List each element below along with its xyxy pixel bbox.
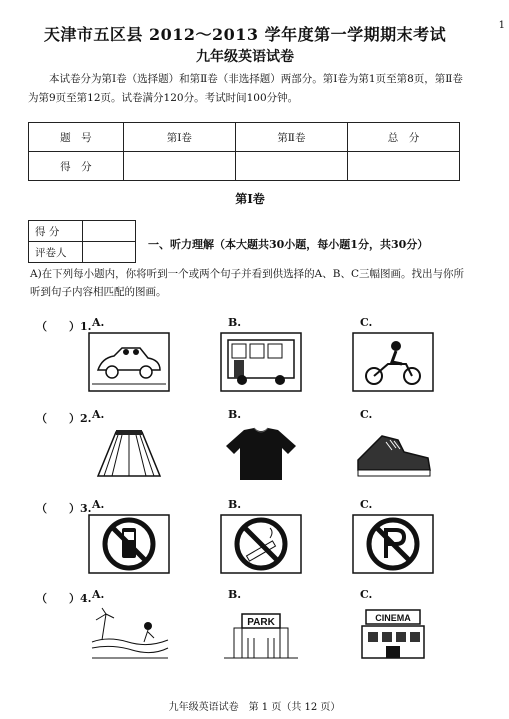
exam-subtitle: 九年级英语试卷: [196, 49, 294, 65]
grader-name-label: 评卷人: [29, 242, 83, 263]
intro-paragraph: 本试卷分为第Ⅰ卷（选择题）和第Ⅱ卷（非选择题）两部分。第Ⅰ卷为第1页至第8页，第Ⅱ卷为第9页至第12页。试卷满分120分。考试时间100分钟。: [28, 73, 463, 104]
beach-scene-icon: [88, 604, 170, 664]
score-header-question: 题 号: [29, 123, 124, 152]
no-phone-sign-icon: [88, 514, 170, 574]
score-header-total: 总 分: [347, 123, 459, 152]
option-label-b: B.: [228, 498, 242, 511]
section-title: 一、听力理解（本大题共30小题，每小题1分，共30分）: [148, 238, 429, 251]
option-label-c: C.: [360, 316, 373, 329]
no-smoking-sign-icon: [220, 514, 302, 574]
option-label-c: C.: [360, 498, 373, 511]
grader-score-cell: [82, 221, 136, 242]
question-number: （ ）1.: [36, 320, 92, 333]
skirt-icon: [88, 424, 170, 484]
score-header-part2: 第Ⅱ卷: [235, 123, 347, 152]
park-gate-icon: [220, 604, 302, 664]
option-label-b: B.: [228, 316, 242, 329]
score-cell-part2: [235, 152, 347, 181]
grader-table: [28, 220, 136, 263]
exam-title: 天津市五区县 2012～2013 学年度第一学期期末考试: [43, 25, 447, 44]
question-row-1: [30, 312, 470, 392]
cinema-sign-text: CINEMA: [375, 613, 411, 623]
motorcycle-rider-icon: [352, 332, 434, 392]
question-number: （ ）3.: [36, 502, 92, 515]
score-table: [28, 122, 460, 181]
option-label-a: A.: [92, 316, 105, 329]
option-label-b: B.: [228, 588, 242, 601]
score-row-label: 得 分: [29, 152, 124, 181]
option-label-c: C.: [360, 408, 373, 421]
sweater-icon: [220, 424, 302, 484]
cinema-building-icon: [352, 604, 434, 664]
instructions: A)在下列每小题内，你将听到一个或两个句子并看到供选择的A、B、C三幅图画。找出与你所听到句子内容相匹配的图画。: [30, 268, 465, 298]
question-number: （ ）4.: [36, 592, 92, 605]
question-row-2: [30, 404, 470, 484]
grader-name-cell: [82, 242, 136, 263]
score-cell-total: [347, 152, 459, 181]
sneaker-icon: [352, 424, 434, 484]
part-title: 第Ⅰ卷: [235, 192, 265, 206]
page-footer: 九年级英语试卷 第 1 页（共 12 页）: [168, 702, 341, 713]
car-with-people-icon: [88, 332, 170, 392]
question-number: （ ）2.: [36, 412, 92, 425]
option-label-a: A.: [92, 408, 105, 421]
score-header-part1: 第Ⅰ卷: [123, 123, 235, 152]
question-row-4: [30, 584, 470, 664]
no-parking-sign-icon: [352, 514, 434, 574]
option-label-a: A.: [92, 588, 105, 601]
corner-mark: 1: [498, 20, 505, 31]
option-label-c: C.: [360, 588, 373, 601]
option-label-b: B.: [228, 408, 242, 421]
park-sign-text: PARK: [247, 617, 275, 628]
grader-score-label: 得 分: [29, 221, 83, 242]
option-label-a: A.: [92, 498, 105, 511]
question-row-3: [30, 494, 470, 574]
score-cell-part1: [123, 152, 235, 181]
bus-icon: [220, 332, 302, 392]
